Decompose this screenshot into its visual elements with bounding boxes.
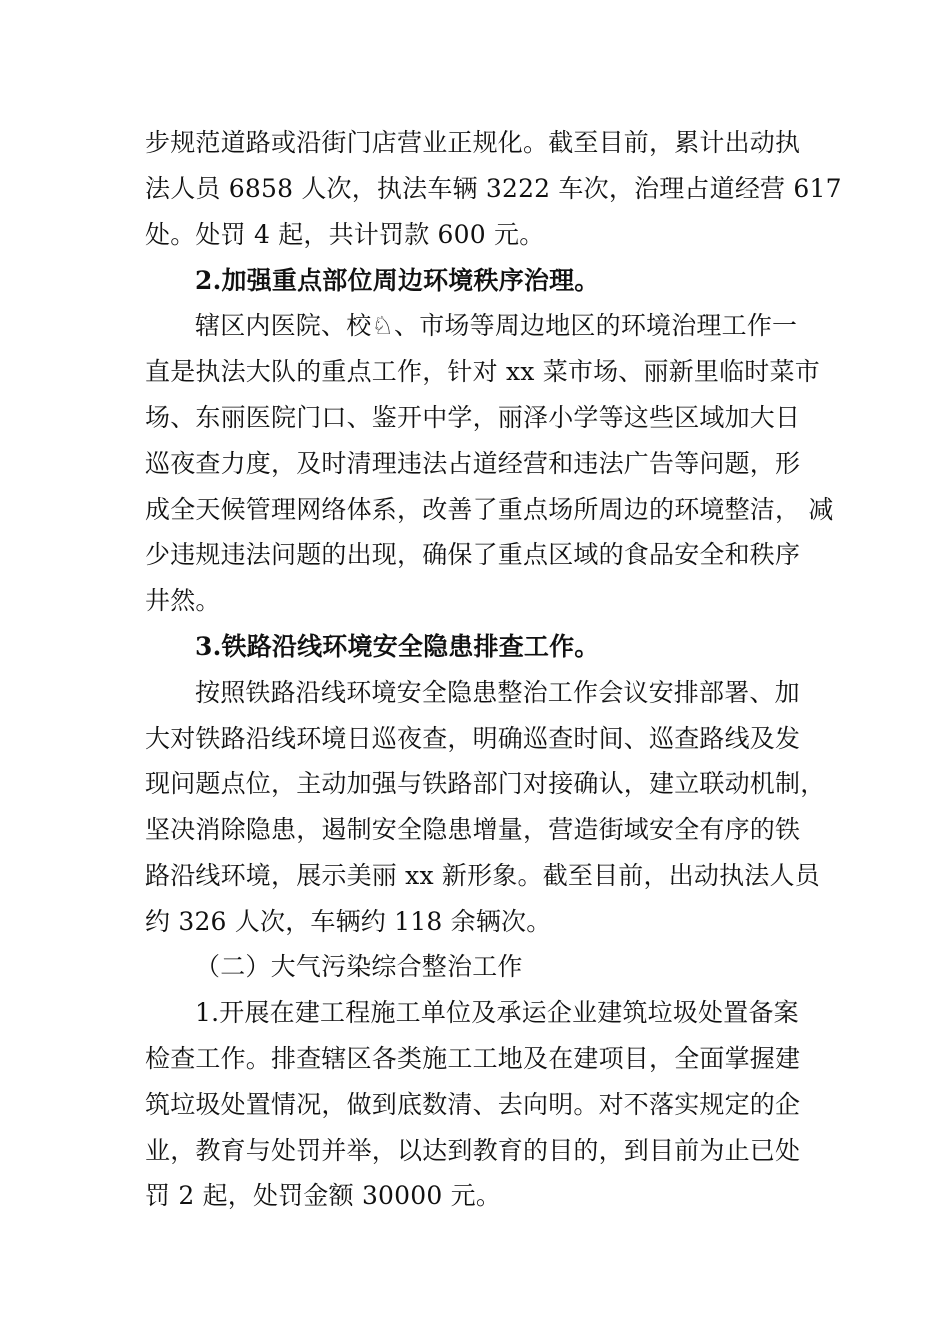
paragraph-line: 按照铁路沿线环境安全隐患整治工作会议安排部署、加 xyxy=(195,678,800,707)
paragraph-line: 步规范道路或沿街门店营业正规化。截至目前，累计出动执 xyxy=(145,128,801,157)
paragraph-line: 直是执法大队的重点工作，针对 xx 菜市场、丽新里临时菜市 xyxy=(145,357,820,386)
paragraph-line: 大对铁路沿线环境日巡夜查，明确巡查时间、巡查路线及发 xyxy=(145,724,801,753)
paragraph-line: 处。处罚 4 起，共计罚款 600 元。 xyxy=(145,220,545,249)
paragraph-line: 现问题点位，主动加强与铁路部门对接确认，建立联动机制， xyxy=(145,769,826,798)
section-heading-part-two: （二）大气污染综合整治工作 xyxy=(195,952,523,981)
section-heading-3: 3.铁路沿线环境安全隐患排查工作。 xyxy=(195,632,600,661)
paragraph-line: 路沿线环境，展示美丽 xx 新形象。截至目前，出动执法人员 xyxy=(145,861,820,890)
paragraph-line: 1.开展在建工程施工单位及承运企业建筑垃圾处置备案 xyxy=(195,998,799,1027)
section-heading-2: 2.加强重点部位周边环境秩序治理。 xyxy=(195,266,600,295)
paragraph-line: 约 326 人次，车辆约 118 余辆次。 xyxy=(145,907,552,936)
paragraph-line: 法人员 6858 人次，执法车辆 3222 车次，治理占道经营 617 xyxy=(145,174,842,203)
paragraph-line: 场、东丽医院门口、鉴开中学，丽泽小学等这些区域加大日 xyxy=(145,403,801,432)
paragraph-line: 辖区内医院、校♘、市场等周边地区的环境治理工作一 xyxy=(195,311,798,340)
paragraph-line: 井然。 xyxy=(145,586,221,615)
paragraph-line: 罚 2 起，处罚金额 30000 元。 xyxy=(145,1181,502,1210)
paragraph-line: 检查工作。排查辖区各类施工工地及在建项目，全面掌握建 xyxy=(145,1044,801,1073)
paragraph-line: 坚决消除隐患，遏制安全隐患增量，营造街域安全有序的铁 xyxy=(145,815,801,844)
paragraph-line: 成全天候管理网络体系，改善了重点场所周边的环境整洁， 减 xyxy=(145,495,834,524)
paragraph-line: 巡夜查力度，及时清理违法占道经营和违法广告等问题，形 xyxy=(145,449,801,478)
paragraph-line: 筑垃圾处置情况，做到底数清、去向明。对不落实规定的企 xyxy=(145,1090,801,1119)
paragraph-line: 业，教育与处罚并举，以达到教育的目的，到目前为止已处 xyxy=(145,1136,801,1165)
paragraph-line: 少违规违法问题的出现，确保了重点区域的食品安全和秩序 xyxy=(145,540,801,569)
